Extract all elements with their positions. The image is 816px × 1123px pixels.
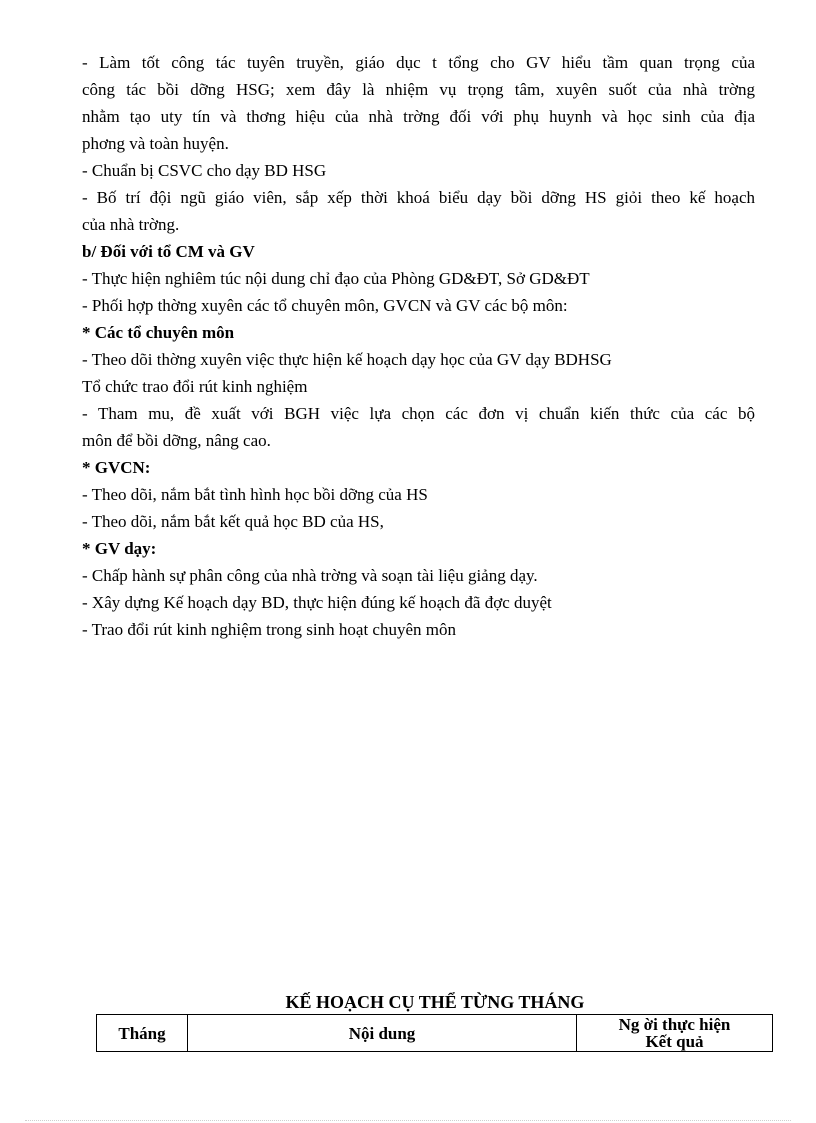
paragraph-line: nhằm tạo uty tín và thơng hiệu của nhà trờng đối với phụ huynh và học sinh của địa (82, 107, 755, 126)
table-header-row (97, 1015, 773, 1052)
bullet-line: - Xây dựng Kế hoạch dạy BD, thực hiện đúng kế hoạch đã đợc duyệt (82, 593, 552, 612)
bullet-line: - Theo dõi, nắm bắt tình hình học bồi dỡng của HS (82, 485, 428, 504)
bullet-line: - Phối hợp thờng xuyên các tổ chuyên môn, GVCN và GV các bộ môn: (82, 296, 568, 315)
section-heading: b/ Đối với tổ CM và GV (82, 242, 255, 261)
paragraph-line: môn để bồi dỡng, nâng cao. (82, 431, 271, 450)
bullet-line: - Bố trí đội ngũ giáo viên, sắp xếp thời khoá biểu dạy bồi dỡng HS giỏi theo kế hoạch (82, 188, 755, 207)
column-header-content: Nội dung (188, 1015, 577, 1052)
column-header-person-result (577, 1015, 773, 1052)
bullet-line: - Trao đổi rút kinh nghiệm trong sinh hoạt chuyên môn (82, 620, 456, 639)
bullet-line: - Theo dõi thờng xuyên việc thực hiện kế hoạch dạy học của GV dạy BDHSG (82, 350, 612, 369)
page-bottom-divider (25, 1120, 791, 1121)
paragraph-line: - Làm tốt công tác tuyên truyền, giáo dục t tổng cho GV hiểu tầm quan trọng của (82, 53, 755, 72)
bullet-line: - Theo dõi, nắm bắt kết quả học BD của HS, (82, 512, 384, 531)
monthly-plan-table (96, 1014, 773, 1052)
paragraph-line: Tổ chức trao đổi rút kinh nghiệm (82, 377, 308, 396)
column-header-result: Kết quả (645, 1032, 704, 1051)
subsection-heading: * Các tổ chuyên môn (82, 323, 235, 342)
paragraph-line: của nhà trờng. (82, 215, 180, 234)
bullet-line: - Tham mu, đề xuất với BGH việc lựa chọn các đơn vị chuẩn kiến thức của các bộ (82, 404, 755, 423)
subsection-heading: * GVCN: (82, 458, 151, 477)
paragraph-line: phơng và toàn huyện. (82, 134, 229, 153)
table-title: KẾ HOẠCH CỤ THỂ TỪNG THÁNG (285, 992, 585, 1012)
bullet-line: - Chuẩn bị CSVC cho dạy BD HSG (82, 161, 327, 180)
column-header-month: Tháng (97, 1015, 188, 1052)
subsection-heading: * GV dạy: (82, 539, 157, 558)
column-header-person: Ng ời thực hiện (618, 1015, 731, 1034)
bullet-line: - Thực hiện nghiêm túc nội dung chỉ đạo của Phòng GD&ĐT, Sở GD&ĐT (82, 269, 590, 288)
paragraph-line: công tác bồi dỡng HSG; xem đây là nhiệm vụ trọng tâm, xuyên suốt của nhà trờng (82, 80, 755, 99)
bullet-line: - Chấp hành sự phân công của nhà trờng và soạn tài liệu giảng dạy. (82, 566, 538, 585)
